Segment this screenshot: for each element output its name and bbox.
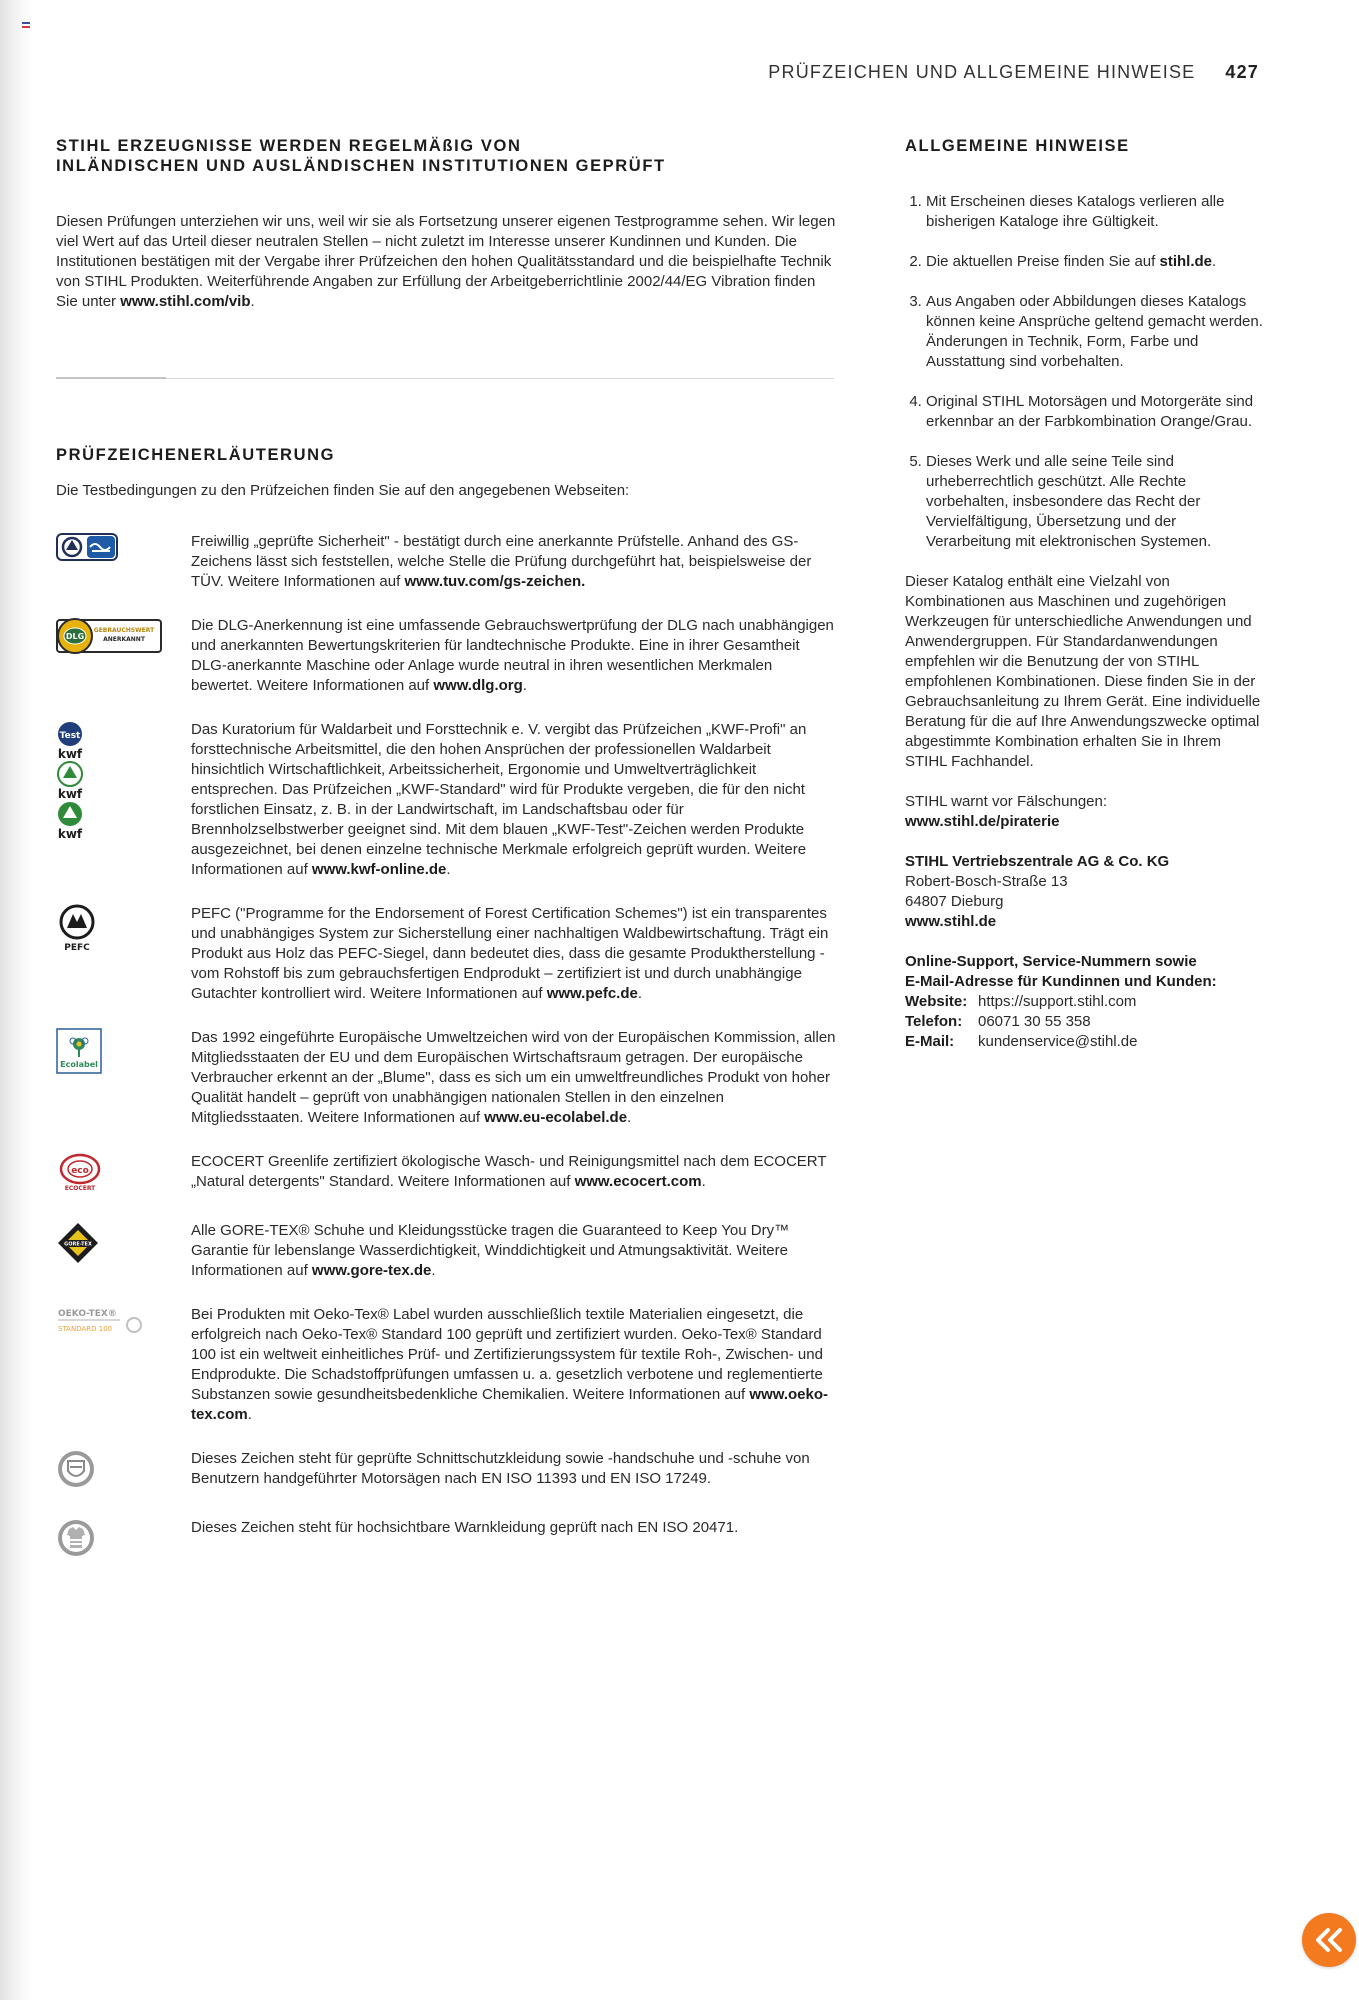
intro-paragraph: Diesen Prüfungen unterziehen wir uns, weil wir sie als Fortsetzung unserer eigenen Testprogramme sehen. Wir legen viel Wert auf das Urteil dieser neutralen Stellen – nicht zuletzt im Interesse unserer Kundinnen und Kunden. Die Institutionen bestätigen mit der Vergabe ihrer Prüfzeichen den hohen Qualitätsstandard und die beispielhafte Technik von STIHL Produkten. Weiterführende Angaben zur Erfüllung der Arbeitgeberrichtlinie 2002/44/EG Vibration finden Sie unter www.stihl.com/vib. <box>56 213 836 310</box>
main-heading <box>56 136 836 176</box>
phone-label: Telefon: <box>905 1013 963 1030</box>
back-button[interactable] <box>1302 1913 1356 1967</box>
cert-oekotex: OEKO-TEX® STANDARD 100 Bei Produkten mit Oeko-Tex® Label wurden ausschließlich textile Materialien eingesetzt, die erfolgreich nach Oeko-Tex® Standard 100 geprüft und zertifiziert wurden. Oeko-Tex® Standard 100 ist ein weltweit einheitliches Prüf- und Zertifizierungssystem für textile Roh-, Zwischen- und Endprodukte. Die Schadstoffprüfungen umfassen u. a. gesetzlich verbotene und reglementierte Substanzen sowie gesundheitsbedenkliche Chemikalien. Weitere Informationen auf www.oeko-tex.com. <box>58 1306 829 1423</box>
right-column <box>905 136 1265 1052</box>
cert-ecolabel: Ecolabel Das 1992 eingeführte Europäische Umweltzeichen wird von der Europäischen Kommission, allen Mitgliedsstaaten der EU und dem Europäischen Wirtschaftsraum getragen. Der europäische Verbraucher erkennt an der „Blume", dass es sich um ein umweltfreundliches Produkt von hoher Qualität handelt – geprüft von unabhängigen nationalen Stellen in den einzelnen Mitgliedsstaaten. Weitere Informationen auf www.eu-ecolabel.de. <box>56 1028 836 1128</box>
cert-ecolabel-link[interactable]: www.eu-ecolabel.de <box>484 1109 628 1126</box>
cert-gs <box>56 532 836 592</box>
piracy-warning <box>905 792 1265 832</box>
flag-icon <box>22 22 30 28</box>
list-item <box>926 292 1265 372</box>
eu-ecolabel-flower-icon <box>56 1028 191 1079</box>
cert-oekotex-link[interactable]: www.oeko-tex.com <box>191 1386 829 1423</box>
company-city: 64807 Dieburg <box>905 893 1004 910</box>
company-street: Robert-Bosch-Straße 13 <box>905 873 1068 890</box>
legend-intro: Die Testbedingungen zu den Prüfzeichen finden Sie auf den angegebenen Webseiten: <box>56 482 630 499</box>
list-item <box>926 252 1265 272</box>
ecocert-logo-label: ECOCERT <box>64 1185 96 1192</box>
legend-heading: PRÜFZEICHENERLÄUTERUNG <box>56 446 336 464</box>
cert-oekotex-text: Bei Produkten mit Oeko-Tex® Label wurden ausschließlich textile Materialien eingesetzt, die erfolgreich nach Oeko-Tex® Standard 100 geprüft und zertifiziert wurden. Oeko-Tex® Standard 100 ist ein weltweit einheitliches Prüf- und Zertifizierungssystem für textile Roh-, Zwischen- und Endprodukte. Die Schadstoffprüfungen umfassen u. a. gesetzlich verbotene und reglementierte Substanzen sowie gesundheitsbedenkliche Chemikalien. Weitere Informationen auf <box>191 1306 823 1403</box>
kwf-label-2: kwf <box>57 787 83 801</box>
cut-protection-icon <box>56 1449 191 1494</box>
list-item-text: Die aktuellen Preise finden Sie auf <box>926 253 1160 270</box>
dlg-logo-icon <box>56 616 191 661</box>
email-row <box>905 1033 1137 1050</box>
catalog-note: Dieser Katalog enthält eine Vielzahl von Kombinationen aus Maschinen und zugehörigen Werkzeugen für unterschiedliche Anwendungen und Anwendergruppen. Für Standardanwendungen empfehlen wir die Benutzung der von STIHL empfohlenen Kombinationen. Diese finden Sie in der Gebrauchsanleitung zu Ihrem Gerät. Eine individuelle Beratung für die auf Ihre Anwendungszwecke optimal abgestimmte Kombination erhalten Sie in Ihrem STIHL Fachhandel. <box>905 573 1261 770</box>
list-item <box>926 392 1265 432</box>
website-label: Website: <box>905 993 968 1010</box>
main-heading-line1: STIHL ERZEUGNISSE WERDEN REGELMÄßIG VON <box>56 137 522 155</box>
dlg-logo-line1: GEBRAUCHSWERT <box>93 627 155 634</box>
cert-kwf-link[interactable]: www.kwf-online.de <box>311 861 447 878</box>
phone-value[interactable]: 06071 30 55 358 <box>978 1013 1091 1030</box>
list-item-text: Dieses Werk und alle seine Teile sind urheberrechtlich geschützt. Alle Rechte vorbehalten, insbesondere das Recht der Vervielfältigung, Übersetzung und der Verarbeitung mit elektronischen Systemen. <box>926 453 1212 550</box>
oekotex-logo-line1: OEKO-TEX® <box>58 1309 117 1319</box>
left-column <box>56 136 836 1563</box>
section-title: PRÜFZEICHEN UND ALLGEMEINE HINWEISE <box>768 62 1196 82</box>
website-value[interactable]: https://support.stihl.com <box>978 993 1137 1010</box>
kwf-logos-icon <box>56 720 191 847</box>
email-label: E-Mail: <box>905 1033 955 1050</box>
cert-gs-link[interactable]: www.tuv.com/gs-zeichen. <box>404 573 586 590</box>
general-notes-list <box>905 192 1265 552</box>
gs-tuv-logo-icon <box>56 532 191 567</box>
cert-high-visibility <box>56 1518 836 1563</box>
cert-pefc-text: PEFC ("Programme for the Endorsement of Forest Certification Schemes") ist ein transparentes und unabhängiges System zur Sicherstellung einer nachhaltigen Waldbewirtschaftung. Trägt ein Produkt aus Holz das PEFC-Siegel, dann bedeutet dies, dass die gesamte Produktherstellung - vom Rohstoff bis zum gebrauchsfertigen Endprodukt – zertifiziert ist und durch unabhängige Gutachter kontrolliert wird. Weitere Informationen auf <box>191 905 829 1002</box>
pefc-logo-icon <box>56 904 191 959</box>
page-number: 427 <box>1225 62 1259 82</box>
cert-kwf: Test kwf kwf kwf Das Kuratorium für Waldarbeit und Forsttechnik e. V. vergibt das Prüfzeichen „KWF-Profi" an forsttechnische Arbeitsmittel, die den hohen Ansprüchen der professionellen Waldarbeit hinsichtlich Wirtschaftlichkeit, Arbeitssicherheit, Ergonomie und Umweltverträglichkeit entsprechen. Das Prüfzeichen „KWF-Standard" wird für Produkte vergeben, die für den nicht forstlichen Einsatz, z. B. in der Landwirtschaft, im Landschaftsbau oder für Brennholzselbstwerber geeignet sind. Mit dem blauen „KWF-Test"-Zeichen werden Produkte ausgezeichnet, bei denen einzelne technische Merkmale erfolgreich geprüft wurden. Weitere Informationen auf www.kwf-online.de. <box>57 721 807 878</box>
svg-text:Test: Test <box>59 731 81 741</box>
general-notes-heading: ALLGEMEINE HINWEISE <box>905 137 1130 155</box>
company-web-link[interactable]: www.stihl.de <box>905 913 997 930</box>
page-spine-shadow <box>0 0 32 2000</box>
kwf-label-1: kwf <box>57 747 83 761</box>
cert-gs-text: Freiwillig „geprüfte Sicherheit" - bestätigt durch eine anerkannte Prüfstelle. Anhand des GS-Zeichens lässt sich feststellen, welche Stelle die Prüfung durchgeführt hat, beispielsweise der TÜV. Weitere Informationen auf <box>191 533 812 590</box>
email-value[interactable]: kundenservice@stihl.de <box>978 1033 1138 1050</box>
divider <box>56 378 834 379</box>
ecocert-logo-icon <box>56 1152 191 1197</box>
phone-row <box>905 1013 1091 1030</box>
high-visibility-icon <box>56 1518 191 1563</box>
website-row <box>905 993 1136 1010</box>
goretex-diamond-icon <box>56 1221 191 1270</box>
support-heading-line1: Online-Support, Service-Nummern sowie <box>905 953 1197 970</box>
cert-ecocert-text: ECOCERT Greenlife zertifiziert ökologische Wasch- und Reinigungsmittel nach dem ECOCERT „Natural detergents" Standard. Weitere Informationen auf <box>191 1153 827 1190</box>
company-address <box>905 852 1265 932</box>
cert-cut-protection-text: Dieses Zeichen steht für geprüfte Schnittschutzkleidung sowie -handschuhe und -schuhe von Benutzern handgeführter Motorsägen nach EN ISO 11393 und EN ISO 17249. <box>191 1450 810 1487</box>
double-chevron-left-icon <box>1314 1927 1344 1953</box>
running-head <box>768 62 1259 83</box>
cert-dlg-link[interactable]: www.dlg.org <box>433 677 523 694</box>
oekotex-logo-line2: STANDARD 100 <box>58 1325 113 1333</box>
svg-text:eco: eco <box>71 1166 89 1176</box>
cert-pefc: PEFC PEFC ("Programme for the Endorsement of Forest Certification Schemes") ist ein transparentes und unabhängiges System zur Sicherstellung einer nachhaltigen Waldbewirtschaftung. Trägt ein Produkt aus Holz das PEFC-Siegel, dann bedeutet dies, dass die gesamte Produktherstellung - vom Rohstoff bis zum gebrauchsfertigen Endprodukt – zertifiziert ist und durch unabhängige Gutachter kontrolliert wird. Weitere Informationen auf www.pefc.de. <box>56 904 836 1004</box>
list-item-text: Original STIHL Motorsägen und Motorgeräte sind erkennbar an der Farbkombination Orange/Grau. <box>926 393 1254 430</box>
list-item <box>926 452 1265 552</box>
oekotex-logo-icon <box>56 1305 191 1342</box>
cert-ecocert-link[interactable]: www.ecocert.com <box>574 1173 702 1190</box>
cert-cut-protection <box>56 1449 836 1494</box>
pefc-logo-label: PEFC <box>64 943 90 953</box>
list-item-link[interactable]: stihl.de <box>1159 253 1212 270</box>
piracy-text: STIHL warnt vor Fälschungen: <box>905 793 1108 810</box>
list-item-punct: . <box>1212 253 1217 270</box>
main-heading-line2: INLÄNDISCHEN UND AUSLÄNDISCHEN INSTITUTIONEN GEPRÜFT <box>56 157 666 175</box>
support-block <box>905 952 1265 1052</box>
cert-pefc-link[interactable]: www.pefc.de <box>546 985 638 1002</box>
ecolabel-logo-label: Ecolabel <box>60 1060 98 1069</box>
kwf-label-3: kwf <box>57 827 83 841</box>
cert-dlg: DLG GEBRAUCHSWERT ANERKANNT Die DLG-Anerkennung ist eine umfassende Gebrauchswertprüfung der DLG nach unabhängigen und anerkannten Bewertungskriterien für landtechnische Produkte. Eine in ihrer Gesamtheit DLG-anerkannte Maschine oder Anlage wurde neutral in ihren wesentlichen Merkmalen bewertet. Weitere Informationen auf www.dlg.org. <box>56 616 836 696</box>
support-heading-line2: E-Mail-Adresse für Kundinnen und Kunden: <box>905 973 1217 990</box>
intro-link[interactable]: www.stihl.com/vib <box>120 293 251 310</box>
list-item <box>926 192 1265 232</box>
cert-ecolabel-text: Das 1992 eingeführte Europäische Umweltzeichen wird von der Europäischen Kommission, allen Mitgliedsstaaten der EU und dem Europäischen Wirtschaftsraum getragen. Der europäische Verbraucher erkennt an der „Blume", dass es sich um ein umweltfreundliches Produkt von hoher Qualität handelt – geprüft von unabhängigen nationalen Stellen in den einzelnen Mitgliedsstaaten. Weitere Informationen auf <box>191 1029 836 1126</box>
cert-goretex-text: Alle GORE-TEX® Schuhe und Kleidungsstücke tragen die Guaranteed to Keep You Dry™ Garantie für lebenslange Wasserdichtigkeit, Winddichtigkeit und Atmungsaktivität. Weitere Informationen auf <box>191 1222 790 1279</box>
list-item-text: Mit Erscheinen dieses Katalogs verlieren alle bisherigen Kataloge ihre Gültigkeit. <box>926 193 1225 230</box>
goretex-logo-label: GORE-TEX <box>64 1241 92 1248</box>
svg-text:DLG: DLG <box>65 632 85 641</box>
dlg-logo-line2: ANERKANNT <box>103 636 145 643</box>
piracy-link[interactable]: www.stihl.de/piraterie <box>905 813 1060 830</box>
intro-text: Diesen Prüfungen unterziehen wir uns, weil wir sie als Fortsetzung unserer eigenen Testprogramme sehen. Wir legen viel Wert auf das Urteil dieser neutralen Stellen – nicht zuletzt im Interesse unserer Kundinnen und Kunden. Die Institutionen bestätigen mit der Vergabe ihrer Prüfzeichen den hohen Qualitätsstandard und die beispielhafte Technik von STIHL Produkten. Weiterführende Angaben zur Erfüllung der Arbeitgeberrichtlinie 2002/44/EG Vibration finden Sie unter <box>56 213 836 310</box>
cert-high-visibility-text: Dieses Zeichen steht für hochsichtbare Warnkleidung geprüft nach EN ISO 20471. <box>191 1519 739 1536</box>
list-item-text: Aus Angaben oder Abbildungen dieses Katalogs können keine Ansprüche geltend gemacht werden. Änderungen in Technik, Form, Farbe und Ausstattung sind vorbehalten. <box>926 293 1263 370</box>
company-name: STIHL Vertriebszentrale AG & Co. KG <box>905 853 1170 870</box>
cert-dlg-text: Die DLG-Anerkennung ist eine umfassende Gebrauchswertprüfung der DLG nach unabhängigen und anerkannten Bewertungskriterien für landtechnische Produkte. Eine in ihrer Gesamtheit DLG-anerkannte Maschine oder Anlage wurde neutral in ihren wesentlichen Merkmalen bewertet. Weitere Informationen auf <box>191 617 834 694</box>
cert-ecocert: eco ECOCERT ECOCERT Greenlife zertifiziert ökologische Wasch- und Reinigungsmittel nach dem ECOCERT „Natural detergents" Standard. Weitere Informationen auf www.ecocert.com. <box>56 1152 836 1197</box>
cert-goretex-link[interactable]: www.gore-tex.de <box>311 1262 432 1279</box>
cert-kwf-text: Das Kuratorium für Waldarbeit und Forsttechnik e. V. vergibt das Prüfzeichen „KWF-Profi" an forsttechnische Arbeitsmittel, die den hohen Ansprüchen der professionellen Waldarbeit hinsichtlich Wirtschaftlichkeit, Arbeitssicherheit, Ergonomie und Umweltverträglichkeit entsprechen. Das Prüfzeichen „KWF-Standard" wird für Produkte vergeben, die für den nicht forstlichen Einsatz, z. B. in der Landwirtschaft, im Landschaftsbau oder für Brennholzselbstwerber geeignet sind. Mit dem blauen „KWF-Test"-Zeichen werden Produkte ausgezeichnet, bei denen einzelne technische Merkmale erfolgreich geprüft wurden. Weitere Informationen auf <box>191 721 807 878</box>
cert-goretex: GORE-TEX Alle GORE-TEX® Schuhe und Kleidungsstücke tragen die Guaranteed to Keep You Dry™ Garantie für lebenslange Wasserdichtigkeit, Winddichtigkeit und Atmungsaktivität. Weitere Informationen auf www.gore-tex.de. <box>56 1221 836 1281</box>
